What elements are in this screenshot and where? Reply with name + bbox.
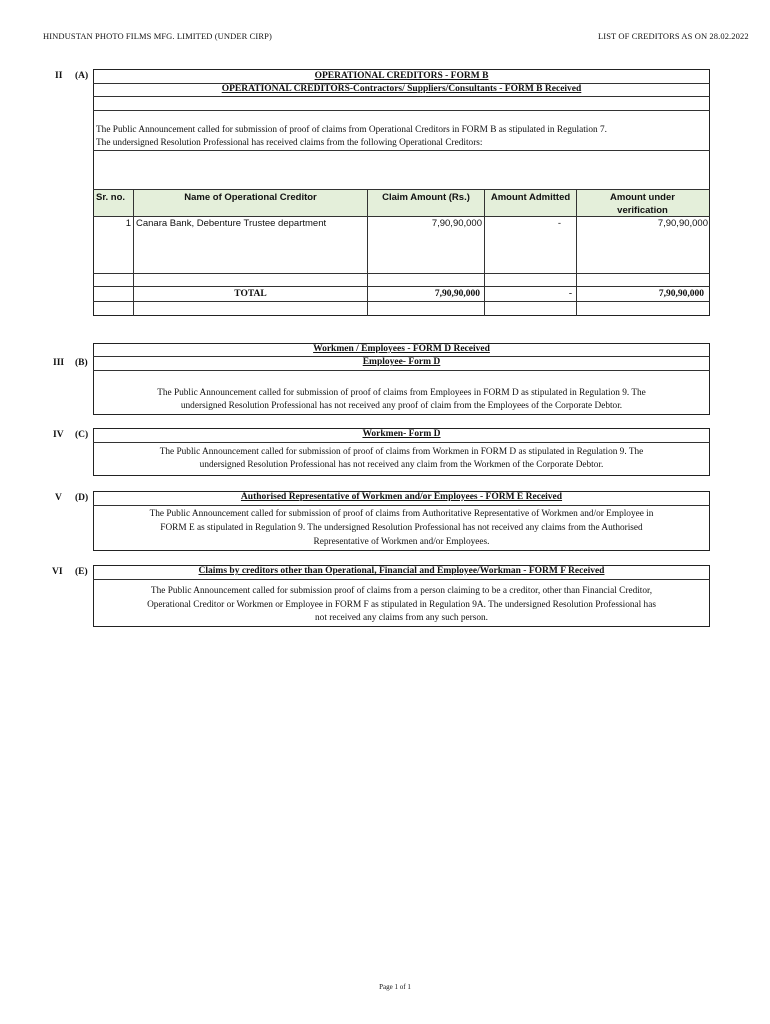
- section-c-title: Workmen- Form D: [362, 429, 441, 439]
- section-c-para-line2: undersigned Resolution Professional has not received any claim from the Workmen of the Corporate Debtor.: [199, 460, 604, 470]
- total-claim: 7,90,90,000: [434, 289, 480, 299]
- section-e-letter: (E): [75, 567, 88, 577]
- row-creditor-name: Canara Bank, Debenture Trustee department: [136, 218, 327, 229]
- section-c-roman: IV: [53, 430, 64, 440]
- section-a-title: OPERATIONAL CREDITORS - FORM B: [314, 71, 489, 81]
- page-number: Page 1 of 1: [379, 983, 411, 991]
- section-b-roman: III: [53, 358, 65, 368]
- section-a-para-line2: The undersigned Resolution Professional has received claims from the following Operational Creditors:: [96, 138, 483, 148]
- divider: [93, 301, 710, 302]
- section-e-para-line3: not received any claims from any such person.: [315, 613, 488, 623]
- col-header-name: Name of Operational Creditor: [184, 192, 317, 203]
- divider: [93, 370, 710, 371]
- divider: [93, 579, 710, 580]
- total-admitted: -: [568, 289, 572, 299]
- row-sr: 1: [125, 218, 131, 229]
- section-e-roman: VI: [52, 567, 63, 577]
- section-d-letter: (D): [75, 493, 89, 503]
- divider: [93, 110, 710, 111]
- section-e-para-line2: Operational Creditor or Workmen or Employee in FORM F as stipulated in Regulation 9A. The undersigned Resolution Professional has: [147, 600, 656, 610]
- section-a-letter: (A): [75, 71, 89, 81]
- section-b-para-line2: undersigned Resolution Professional has not received any proof of claim from the Employees of the Corporate Debtor.: [180, 401, 623, 411]
- section-d-title: Authorised Representative of Workmen and/or Employees - FORM E Received: [240, 492, 563, 502]
- section-d-para-line2: FORM E as stipulated in Regulation 9. The undersigned Resolution Professional has not received any claims from the Authorised: [160, 523, 643, 533]
- divider: [93, 150, 710, 151]
- total-label: TOTAL: [234, 289, 267, 299]
- col-header-verification: Amount under verification: [610, 192, 675, 216]
- divider: [93, 442, 710, 443]
- row-claim-amount: 7,90,90,000: [431, 218, 482, 229]
- section-a-roman: II: [55, 71, 63, 81]
- section-e-title: Claims by creditors other than Operational, Financial and Employee/Workman - FORM F Received: [198, 566, 605, 576]
- row-amount-verification: 7,90,90,000: [657, 218, 708, 229]
- list-title: LIST OF CREDITORS AS ON 28.02.2022: [598, 31, 749, 41]
- section-c-letter: (C): [75, 430, 89, 440]
- divider: [93, 96, 710, 97]
- section-d-para-line1: The Public Announcement called for submission of proof of claims from Authoritative Representative of Workmen and/or Employee in: [149, 509, 654, 519]
- col-header-claim: Claim Amount (Rs.): [382, 192, 470, 203]
- divider: [93, 505, 710, 506]
- section-b-subtitle: Employee- Form D: [362, 357, 441, 367]
- section-b-title: Workmen / Employees - FORM D Received: [313, 344, 490, 354]
- divider: [93, 273, 710, 274]
- section-b-para-line1: The Public Announcement called for submission of proof of claims from Employees in FORM D as stipulated in Regulation 9. The: [157, 388, 646, 398]
- section-a-para-line1: The Public Announcement called for submission of proof of claims from Operational Creditors in FORM B as stipulated in Regulation 7.: [96, 125, 607, 135]
- company-header: HINDUSTAN PHOTO FILMS MFG. LIMITED (UNDER CIRP): [43, 31, 272, 41]
- row-amount-admitted: -: [557, 218, 561, 229]
- section-e-para-line1: The Public Announcement called for submission proof of claims from a person claiming to be a creditor, other than Financial Creditor,: [150, 586, 653, 596]
- section-d-para-line3: Representative of Workmen and/or Employees.: [313, 537, 490, 547]
- col-header-sr: Sr. no.: [96, 192, 126, 203]
- section-c-para-line1: The Public Announcement called for submission of proof of claims from Workmen in FORM D as stipulated in Regulation 9. The: [159, 447, 644, 457]
- section-d-roman: V: [55, 493, 62, 503]
- col-header-admitted: Amount Admitted: [490, 192, 571, 203]
- divider: [93, 286, 710, 287]
- section-b-letter: (B): [75, 358, 88, 368]
- total-verification: 7,90,90,000: [658, 289, 704, 299]
- divider: [93, 189, 710, 190]
- section-a-subtitle: OPERATIONAL CREDITORS-Contractors/ Suppliers/Consultants - FORM B Received: [221, 84, 582, 94]
